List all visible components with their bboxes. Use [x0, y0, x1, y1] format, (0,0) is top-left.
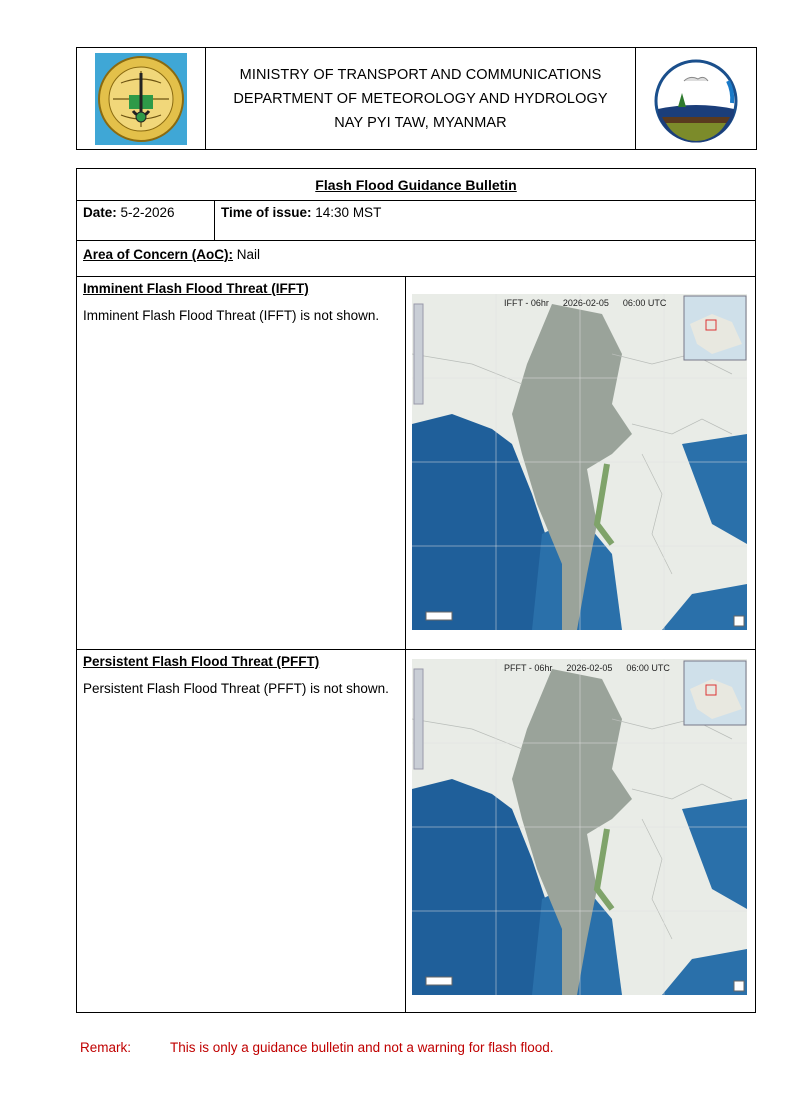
date-value: 5-2-2026 [116, 205, 175, 220]
myanmar-map-icon [412, 659, 747, 995]
pfft-map-time: 06:00 UTC [626, 663, 670, 673]
time-cell [215, 201, 755, 240]
aoc-value: Nail [233, 247, 261, 262]
pfft-map-cell [406, 650, 755, 1013]
department-name: DEPARTMENT OF METEOROLOGY AND HYDROLOGY [233, 90, 608, 107]
ifft-map-caption [504, 298, 680, 308]
water-cycle-emblem-icon [636, 48, 756, 149]
myanmar-map-icon [412, 294, 747, 630]
ifft-text: Imminent Flash Flood Threat (IFFT) is not shown. [83, 308, 380, 323]
ifft-text-cell [77, 277, 406, 649]
aoc-row [77, 241, 755, 277]
ifft-heading: Imminent Flash Flood Threat (IFFT) [83, 281, 309, 296]
aoc-label: Area of Concern (AoC): [83, 247, 234, 262]
pfft-map-date: 2026-02-05 [566, 663, 613, 673]
date-label: Date: [83, 205, 117, 220]
remark-text: This is only a guidance bulletin and not a warning for flash flood. [170, 1040, 554, 1055]
ifft-map [412, 294, 747, 630]
letterhead [76, 47, 757, 150]
bulletin-title-row [77, 169, 755, 201]
pfft-section [77, 650, 755, 1013]
ministry-name: MINISTRY OF TRANSPORT AND COMMUNICATIONS [239, 66, 602, 83]
ifft-map-time: 06:00 UTC [622, 298, 667, 308]
pfft-heading: Persistent Flash Flood Threat (PFFT) [83, 654, 320, 669]
ifft-map-date: 2026-02-05 [562, 298, 609, 308]
bulletin-title: Flash Flood Guidance Bulletin [315, 176, 517, 193]
location: NAY PYI TAW, MYANMAR [334, 114, 507, 131]
pfft-map-product: PFFT - 06hr [504, 663, 553, 673]
ifft-map-product: IFFT - 06hr [504, 298, 549, 308]
remark [80, 1040, 553, 1055]
date-cell [77, 201, 215, 240]
date-row [77, 201, 755, 241]
time-value: 14:30 MST [311, 205, 382, 220]
pfft-map [412, 659, 747, 995]
ministry-emblem-icon [77, 48, 206, 149]
pfft-text-cell [77, 650, 406, 1013]
time-label: Time of issue: [221, 205, 312, 220]
ifft-map-cell [406, 277, 755, 649]
bulletin-table [76, 168, 756, 1013]
remark-label: Remark: [80, 1040, 132, 1055]
pfft-text: Persistent Flash Flood Threat (PFFT) is not shown. [83, 681, 389, 696]
pfft-map-caption [504, 663, 684, 673]
ifft-section [77, 277, 755, 650]
